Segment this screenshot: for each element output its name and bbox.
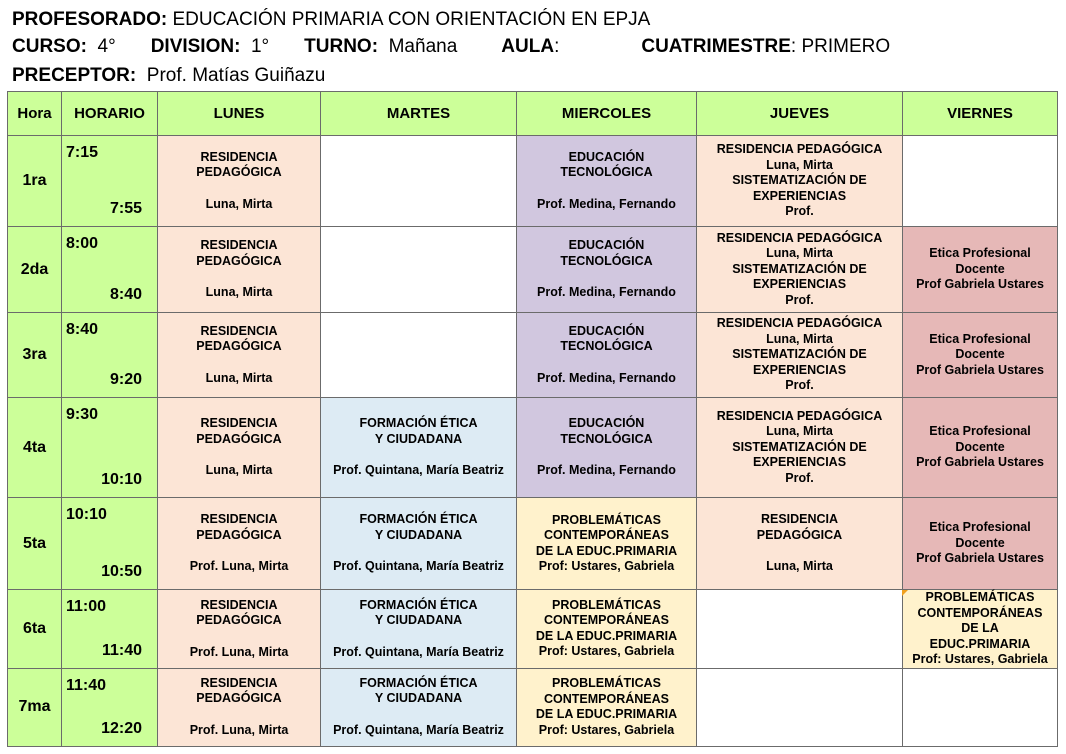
time-start: 8:40	[66, 321, 99, 338]
subject-line: PROBLEMÁTICAS	[551, 512, 662, 527]
hora-cell: 7ma	[8, 668, 62, 746]
teacher: Prof.	[785, 292, 814, 307]
profesorado-label: PROFESORADO:	[12, 9, 168, 30]
subject-line: PROBLEMÁTICAS	[551, 597, 662, 612]
teacher: Prof Gabriela Ustares	[916, 277, 1044, 292]
subject-line: TECNOLÓGICA	[560, 431, 653, 446]
table-row	[8, 313, 1058, 398]
table-row	[8, 590, 1058, 669]
time-start: 10:10	[66, 506, 107, 523]
subject-line: RESIDENCIA	[200, 416, 278, 431]
class-cell	[158, 590, 321, 669]
table-header-row	[8, 92, 1058, 136]
subject-line: Y CIUDADANA	[374, 431, 463, 446]
teacher: Prof: Ustares, Gabriela	[538, 559, 675, 573]
class-cell	[158, 227, 321, 313]
empty-cell	[697, 668, 903, 746]
class-cell	[517, 398, 697, 498]
teacher: Prof. Quintana, María Beatriz	[333, 722, 504, 737]
time-cell	[62, 136, 158, 227]
subject-line: PEDAGÓGICA	[196, 165, 282, 180]
subject-line: EXPERIENCIAS	[752, 277, 847, 292]
class-cell	[517, 590, 697, 669]
table-row	[8, 668, 1058, 746]
table-row	[8, 398, 1058, 498]
subject-line: CONTEMPORÁNEAS	[543, 528, 669, 542]
col-header-horario: HORARIO	[62, 92, 158, 136]
teacher: Luna, Mirta	[766, 157, 833, 172]
subject-line: EDUC.PRIMARIA	[929, 636, 1031, 651]
class-cell	[158, 498, 321, 590]
profesorado-value: EDUCACIÓN PRIMARIA CON ORIENTACIÓN EN EPJA	[167, 9, 651, 30]
class-cell	[697, 398, 903, 498]
class-cell	[158, 313, 321, 398]
subject-line: PROBLEMÁTICAS	[925, 590, 1035, 604]
teacher: Prof: Ustares, Gabriela	[912, 652, 1048, 666]
teacher: Prof. Luna, Mirta	[189, 644, 289, 659]
hora-cell: 5ta	[8, 498, 62, 590]
comment-marker	[902, 590, 908, 596]
teacher: Prof. Medina, Fernando	[537, 285, 676, 300]
teacher: Luna, Mirta	[205, 370, 273, 385]
subject-line: EXPERIENCIAS	[752, 362, 847, 377]
subject-line: TECNOLÓGICA	[560, 165, 653, 180]
time-end: 8:40	[109, 286, 142, 303]
empty-cell	[321, 227, 517, 313]
table-row	[8, 136, 1058, 227]
teacher: Prof.	[785, 378, 814, 393]
table-row	[8, 498, 1058, 590]
aula-label: AULA	[501, 36, 555, 57]
class-cell	[697, 313, 903, 398]
subject-line: Etica Profesional	[929, 331, 1031, 346]
subject-line: Docente	[955, 347, 1005, 362]
subject-line: PEDAGÓGICA	[196, 613, 282, 627]
cuatrimestre-label: CUATRIMESTRE	[641, 36, 791, 57]
curso-value: 4°	[97, 36, 116, 57]
class-cell	[517, 668, 697, 746]
cuatrimestre-value: : PRIMERO	[790, 36, 891, 57]
teacher: Prof.	[785, 204, 814, 219]
time-cell	[62, 668, 158, 746]
subject-line: RESIDENCIA	[200, 238, 278, 253]
subject-line: EDUCACIÓN	[568, 323, 645, 338]
class-cell	[321, 398, 517, 498]
subject-line: PEDAGÓGICA	[196, 527, 282, 542]
teacher: Prof.	[785, 470, 814, 485]
subject-line: SISTEMATIZACIÓN DE	[732, 173, 867, 188]
time-end: 7:55	[109, 200, 142, 217]
class-cell	[517, 136, 697, 227]
turno-label: TURNO:	[304, 36, 379, 57]
teacher: Prof. Medina, Fernando	[537, 370, 676, 385]
subject-line: EXPERIENCIAS	[752, 188, 847, 203]
teacher: Prof Gabriela Ustares	[916, 551, 1044, 566]
subject-line: SISTEMATIZACIÓN DE	[732, 347, 867, 362]
class-cell	[321, 668, 517, 746]
col-header-lunes: LUNES	[158, 92, 321, 136]
time-cell	[62, 498, 158, 590]
subject-line: EDUCACIÓN	[568, 149, 645, 164]
teacher: Prof: Ustares, Gabriela	[538, 722, 675, 737]
empty-cell	[321, 136, 517, 227]
subject-line: FORMACIÓN ÉTICA	[359, 512, 478, 527]
subject-line: RESIDENCIA PEDAGÓGICA	[716, 316, 883, 331]
time-cell	[62, 227, 158, 313]
subject-line: Docente	[955, 535, 1005, 550]
subject-line: PEDAGÓGICA	[196, 431, 282, 446]
division-value: 1°	[250, 36, 270, 57]
subject-line: TECNOLÓGICA	[560, 339, 653, 354]
subject-line: CONTEMPORÁNEAS	[543, 691, 669, 706]
col-header-martes: MARTES	[321, 92, 517, 136]
teacher: Luna, Mirta	[205, 196, 273, 211]
class-cell	[158, 136, 321, 227]
teacher: Luna, Mirta	[205, 463, 273, 478]
time-start: 7:15	[66, 144, 99, 161]
teacher: Prof. Quintana, María Beatriz	[333, 559, 504, 574]
class-cell	[903, 498, 1058, 590]
class-cell	[903, 398, 1058, 498]
time-cell	[62, 590, 158, 669]
subject-line: PEDAGÓGICA	[196, 339, 282, 354]
time-cell	[62, 398, 158, 498]
col-header-jueves: JUEVES	[697, 92, 903, 136]
time-cell	[62, 313, 158, 398]
class-cell	[517, 227, 697, 313]
empty-cell	[697, 590, 903, 669]
subject-line: RESIDENCIA PEDAGÓGICA	[716, 230, 883, 245]
teacher: Prof Gabriela Ustares	[916, 455, 1044, 470]
time-start: 9:30	[66, 406, 99, 423]
class-cell	[697, 136, 903, 227]
teacher: Luna, Mirta	[766, 424, 833, 439]
class-cell	[517, 313, 697, 398]
col-header-miercoles: MIERCOLES	[517, 92, 697, 136]
schedule-table	[7, 91, 1058, 747]
hora-cell: 3ra	[8, 313, 62, 398]
subject-line: PEDAGÓGICA	[756, 527, 843, 542]
subject-line: Y CIUDADANA	[374, 527, 463, 542]
subject-line: Y CIUDADANA	[374, 691, 463, 706]
col-header-hora: Hora	[8, 92, 62, 136]
subject-line: SISTEMATIZACIÓN DE	[732, 261, 867, 276]
subject-line: DE LA EDUC.PRIMARIA	[535, 707, 678, 721]
subject-line: Docente	[955, 261, 1005, 276]
subject-line: CONTEMPORÁNEAS	[543, 613, 669, 628]
class-cell	[321, 590, 517, 669]
time-start: 11:40	[66, 676, 107, 694]
hora-cell: 6ta	[8, 590, 62, 669]
division-label: DIVISION:	[150, 36, 241, 57]
teacher: Luna, Mirta	[766, 246, 833, 261]
subject-line: RESIDENCIA	[760, 512, 839, 527]
teacher: Prof. Medina, Fernando	[537, 196, 676, 211]
teacher: Luna, Mirta	[205, 285, 273, 300]
subject-line: DE LA	[961, 621, 999, 635]
teacher: Luna, Mirta	[766, 559, 833, 574]
time-end: 12:20	[101, 719, 142, 737]
course-info-line	[12, 36, 890, 58]
subject-line: RESIDENCIA PEDAGÓGICA	[716, 142, 883, 157]
time-start: 11:00	[66, 598, 107, 615]
subject-line: RESIDENCIA	[200, 149, 278, 164]
class-cell	[321, 498, 517, 590]
subject-line: Etica Profesional	[929, 246, 1031, 261]
subject-line: TECNOLÓGICA	[560, 253, 653, 268]
class-cell	[158, 398, 321, 498]
subject-line: RESIDENCIA	[200, 512, 278, 527]
subject-line: SISTEMATIZACIÓN DE	[732, 439, 867, 454]
subject-line: Etica Profesional	[929, 424, 1031, 439]
turno-value: Mañana	[388, 36, 458, 57]
hora-cell: 1ra	[8, 136, 62, 227]
hora-cell: 4ta	[8, 398, 62, 498]
time-end: 10:50	[101, 563, 142, 580]
time-start: 8:00	[66, 235, 99, 252]
time-end: 10:10	[101, 471, 142, 488]
subject-line: RESIDENCIA	[200, 323, 278, 338]
subject-line: EDUCACIÓN	[568, 416, 645, 431]
subject-line: FORMACIÓN ÉTICA	[359, 416, 478, 431]
curso-label: CURSO:	[12, 36, 87, 57]
subject-line: RESIDENCIA	[200, 597, 278, 612]
teacher: Prof. Luna, Mirta	[189, 722, 289, 737]
class-cell	[697, 227, 903, 313]
teacher: Prof. Quintana, María Beatriz	[333, 463, 504, 478]
subject-line: Docente	[955, 439, 1005, 454]
subject-line: FORMACIÓN ÉTICA	[359, 597, 478, 612]
preceptor-line	[12, 65, 325, 87]
subject-line: DE LA EDUC.PRIMARIA	[535, 628, 678, 643]
time-end: 9:20	[109, 371, 142, 388]
col-header-viernes: VIERNES	[903, 92, 1058, 136]
subject-line: EXPERIENCIAS	[752, 455, 847, 470]
time-end: 11:40	[101, 641, 142, 659]
subject-line: RESIDENCIA PEDAGÓGICA	[716, 408, 883, 423]
subject-line: Y CIUDADANA	[374, 613, 463, 627]
subject-line: PEDAGÓGICA	[196, 253, 282, 268]
teacher: Prof. Medina, Fernando	[537, 463, 676, 478]
teacher: Luna, Mirta	[766, 331, 833, 346]
table-row	[8, 227, 1058, 313]
teacher: Prof Gabriela Ustares	[916, 362, 1044, 377]
empty-cell	[321, 313, 517, 398]
empty-cell	[903, 668, 1058, 746]
subject-line: CONTEMPORÁNEAS	[917, 605, 1043, 620]
class-cell	[903, 590, 1058, 669]
hora-cell: 2da	[8, 227, 62, 313]
preceptor-label: PRECEPTOR:	[12, 65, 137, 86]
profesorado-line	[12, 9, 650, 31]
teacher: Prof. Quintana, María Beatriz	[333, 644, 504, 659]
teacher: Prof: Ustares, Gabriela	[538, 644, 675, 659]
subject-line: Etica Profesional	[929, 520, 1031, 535]
empty-cell	[903, 136, 1058, 227]
class-cell	[903, 313, 1058, 398]
subject-line: PROBLEMÁTICAS	[551, 676, 662, 690]
subject-line: EDUCACIÓN	[568, 238, 645, 253]
class-cell	[903, 227, 1058, 313]
subject-line: PEDAGÓGICA	[196, 691, 282, 706]
class-cell	[697, 498, 903, 590]
class-cell	[517, 498, 697, 590]
subject-line: RESIDENCIA	[200, 675, 278, 690]
subject-line: DE LA EDUC.PRIMARIA	[535, 543, 678, 558]
subject-line: FORMACIÓN ÉTICA	[359, 675, 478, 690]
class-cell	[158, 668, 321, 746]
preceptor-value: Prof. Matías Guiñazu	[146, 65, 326, 86]
teacher: Prof. Luna, Mirta	[189, 559, 289, 574]
aula-value: :	[554, 36, 560, 57]
